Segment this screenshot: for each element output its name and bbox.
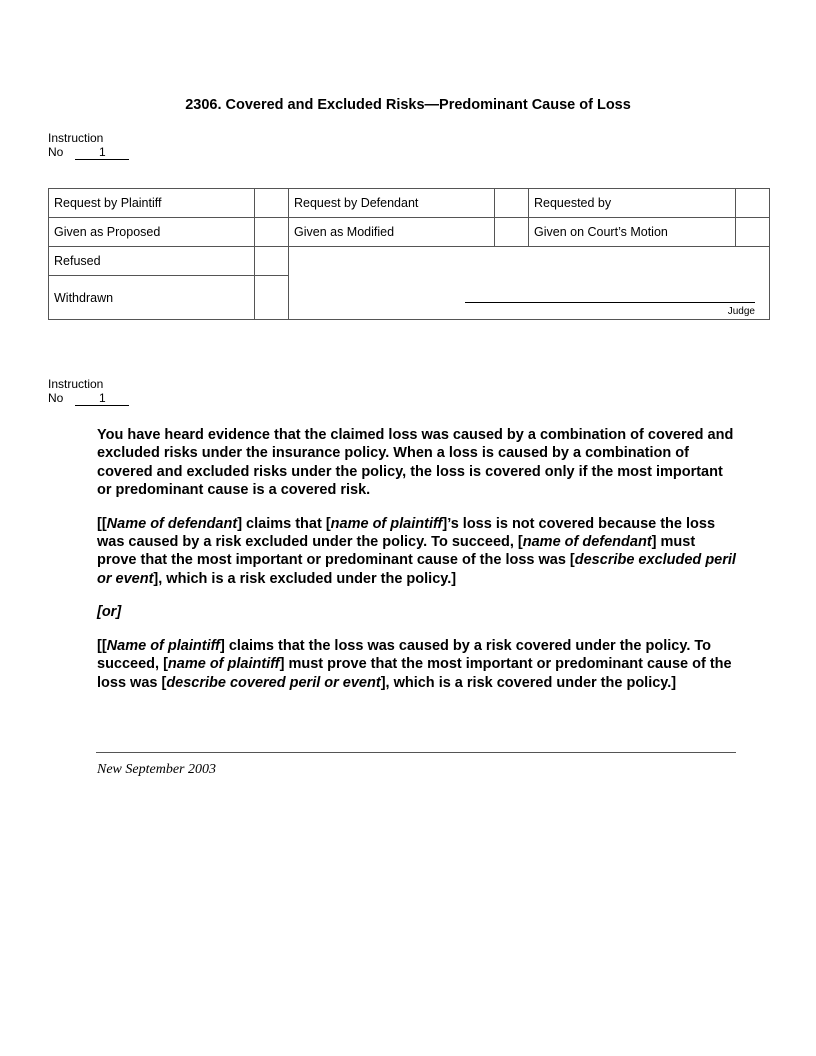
given-on-courts-motion-box[interactable] <box>736 218 770 247</box>
instruction-no-label: No <box>48 391 64 405</box>
or-text: [or] <box>97 604 122 621</box>
given-as-modified-label: Given as Modified <box>289 218 495 247</box>
instruction-no-label: No <box>48 145 64 159</box>
placeholder-name-of-plaintiff: Name of plaintiff <box>106 638 220 655</box>
request-by-plaintiff-box[interactable] <box>255 189 289 218</box>
refused-box[interactable] <box>255 247 289 276</box>
judge-signature-area <box>289 247 770 320</box>
placeholder-name-of-defendant: Name of defendant <box>106 515 238 532</box>
refused-label: Refused <box>49 247 255 276</box>
alternative-or-marker <box>97 603 737 621</box>
judge-signature-line[interactable] <box>465 302 755 303</box>
placeholder-excluded-peril: describe excluded peril or event <box>97 552 736 587</box>
placeholder-name-of-plaintiff: name of plaintiff <box>167 656 280 673</box>
text-run: [[ <box>97 515 107 532</box>
given-as-proposed-box[interactable] <box>255 218 289 247</box>
instruction-no-row <box>48 391 129 406</box>
text-run: ], which is a risk covered under the policy.] <box>380 674 677 691</box>
withdrawn-box[interactable] <box>255 276 289 320</box>
paragraph-plaintiff-claim <box>97 637 737 692</box>
withdrawn-label: Withdrawn <box>49 276 255 320</box>
form-row-given <box>49 218 770 247</box>
text-run: [[ <box>97 638 107 655</box>
form-row-requests <box>49 189 770 218</box>
instruction-number-block-top <box>48 131 129 160</box>
request-by-defendant-box[interactable] <box>495 189 529 218</box>
instruction-number: 1 <box>75 146 129 160</box>
placeholder-covered-peril: describe covered peril or event <box>166 674 381 691</box>
page-title: 2306. Covered and Excluded Risks—Predominant Cause of Loss <box>185 97 631 113</box>
instruction-body <box>97 426 737 708</box>
requested-by-label: Requested by <box>529 189 736 218</box>
footer-divider <box>96 752 736 753</box>
request-by-defendant-label: Request by Defendant <box>289 189 495 218</box>
instruction-number: 1 <box>75 392 129 406</box>
text-run: ] must prove that the most important or predominant cause of the loss was [ <box>97 533 696 569</box>
form-row-refused <box>49 247 770 276</box>
text-run: ]’s loss is not covered because the loss was caused by a risk excluded under the policy. To succeed, [ <box>97 515 716 550</box>
text-run: ] claims that [ <box>237 515 331 532</box>
text-run: ], which is a risk excluded under the policy.] <box>153 570 457 587</box>
given-as-modified-box[interactable] <box>495 218 529 247</box>
judge-label: Judge <box>727 306 755 317</box>
given-on-courts-motion-label: Given on Court’s Motion <box>529 218 736 247</box>
instruction-number-block-bottom <box>48 377 129 406</box>
footer-revision-note: New September 2003 <box>97 762 216 777</box>
text-run: ] must prove that the most important or predominant cause of the loss was [ <box>97 656 732 691</box>
placeholder-name-of-plaintiff: name of plaintiff <box>330 515 443 532</box>
paragraph-defendant-claim <box>97 515 737 588</box>
disposition-form-table <box>48 188 770 320</box>
instruction-label: Instruction <box>48 131 104 145</box>
given-as-proposed-label: Given as Proposed <box>49 218 255 247</box>
request-by-plaintiff-label: Request by Plaintiff <box>49 189 255 218</box>
instruction-label: Instruction <box>48 377 104 391</box>
paragraph-combination-of-risks: You have heard evidence that the claimed loss was caused by a combination of covered and excluded risks under the insurance policy. When a loss is caused by a combination of covered and excluded risks under the policy, the loss is covered only if the most important or predominant cause is a covered risk. <box>97 427 734 498</box>
text-run: ] claims that the loss was caused by a risk covered under the policy. To succeed, [ <box>97 638 712 673</box>
requested-by-box[interactable] <box>736 189 770 218</box>
placeholder-name-of-defendant: name of defendant <box>522 533 652 550</box>
instruction-no-row <box>48 145 129 160</box>
